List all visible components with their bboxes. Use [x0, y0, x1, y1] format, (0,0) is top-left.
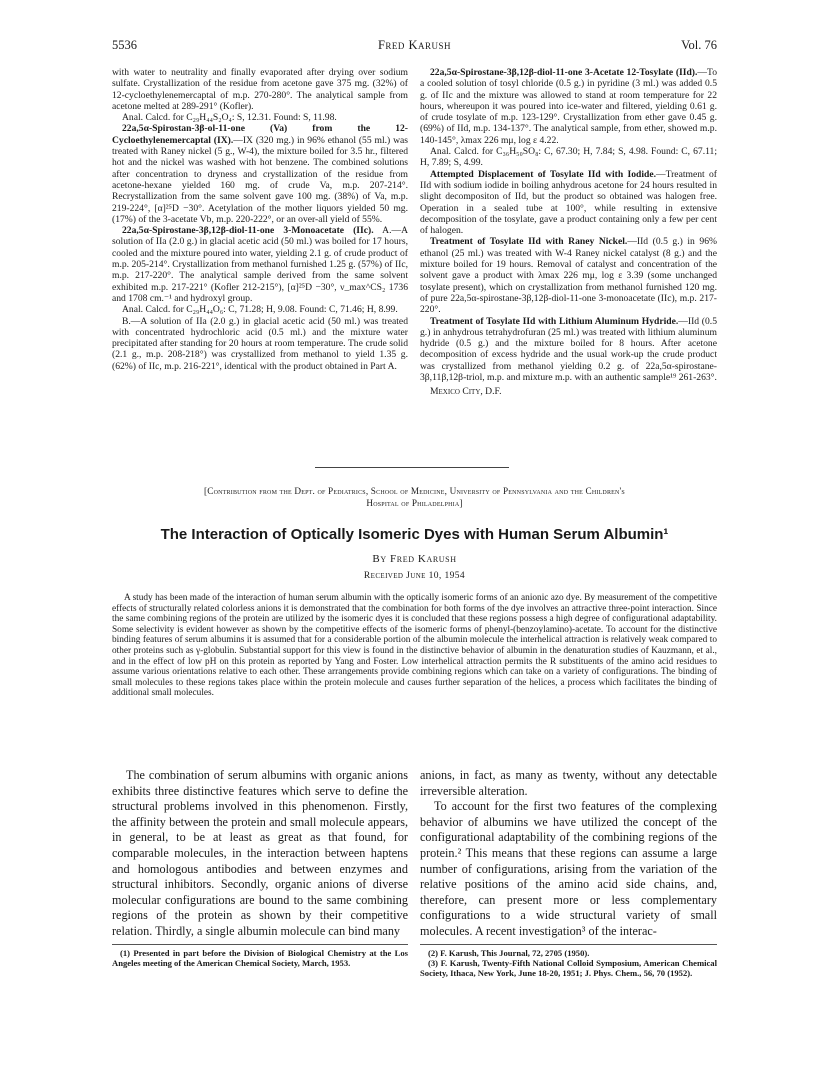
section-divider: [315, 467, 509, 468]
paragraph: B.—A solution of IIa (2.0 g.) in glacial acetic acid (50 ml.) was treated with concentrated hydrochloric acid (0.5 ml.) and the mixture water precipitated after standing for 20 hours at room temperature. The crude solid (2.1 g., m.p. 208-218°) was crystallized from methanol to yield 1.35 g. (62%) of IIc, m.p. 216-221°, identical with the product obtained in Part A.: [112, 315, 408, 372]
footnotes-left: [112, 948, 408, 969]
section-heading: 22a,5α-Spirostane-3β,12β-diol-11-one 3-Acetate 12-Tosylate (IId).: [430, 67, 698, 78]
contribution-line: [Contribution from the Dept. of Pediatrics, School of Medicine, University of Pennsylvania and the Children's Hospital of Philadelphia]: [204, 486, 625, 508]
paragraph: Anal. Calcd. for C₃₆H₅₀SO₈: C, 67.30; H, 7.84; S, 4.98. Found: C, 67.11; H, 7.89; S, 4.99.: [420, 146, 717, 169]
paragraph: 22a,5α-Spirostane-3β,12β-diol-11-one 3-Acetate 12-Tosylate (IId).—To a cooled solution of tosyl chloride (0.5 g.) in pyridine (3 ml.) was added 0.5 g. of IIc and the mixture was allowed to stand at room temperature for 22 hours, whereupon it was poured into ice-water and filtered, yielding 0.61 g. of crude tosylate of m.p. 123-129°. Crystallization from ether gave 0.45 g. (69%) of IId, m.p. 134-137°. The analytical sample, from ether, showed m.p. 140-145°, λmax 226 mμ, log ε 4.22.: [420, 67, 717, 146]
footnote-divider: [420, 944, 717, 945]
paragraph: Attempted Displacement of Tosylate IId with Iodide.—Treatment of IId with sodium iodide in boiling anhydrous acetone for 24 hours resulted in slight decompositon of IId, but the product so obtained was halogen free. Operation in a sealed tube at 100°, while resulting in extensive decomposition of the tosylate, gave a product containing only a few per cent of halogen.: [420, 168, 717, 237]
previous-article-column-left: [112, 67, 408, 372]
footnotes-right: [420, 948, 717, 979]
paragraph: anions, in fact, as many as twenty, without any detectable irreversible alteration.: [420, 768, 717, 798]
section-heading: 22a,5α-Spirostane-3β,12β-diol-11-one 3-Monoacetate (IIc).: [122, 225, 374, 237]
paragraph: The combination of serum albumins with organic anions exhibits three distinctive features which serve to define the structural problems involved in this phenomenon. Firstly, the affinity between the protein and small molecule appears, in general, to be at least as great as that found, for comparable molecules, in the interaction between haptens and homologous antibodies and between enzymes and structural inhibitors. Secondly, organic anions of diverse molecular configurations are bound to the same combining regions of the protein as shown by their competitive relation. Thirdly, a single albumin molecule can bind many: [112, 768, 408, 938]
paragraph: Anal. Calcd. for C₂₉H₄₄S₂O₄: S, 12.31. Found: S, 11.98.: [122, 112, 337, 124]
footnote: (2) F. Karush, This Journal, 72, 2705 (1950).: [428, 947, 590, 958]
article-title: The Interaction of Optically Isomeric Dyes with Human Serum Albumin¹: [160, 526, 669, 543]
previous-article-column-right: [420, 67, 717, 398]
footnote: (3) F. Karush, Twenty-Fifth National Colloid Symposium, American Chemical Society, Ithaca, New York, June 18-20, 1951; J. Phys. Chem., 56, 70 (1952).: [420, 957, 717, 979]
paragraph: Treatment of Tosylate IId with Lithium Aluminum Hydride.—IId (0.5 g.) in anhydrous tetrahydrofuran (25 ml.) was treated with lithium aluminum hydride (0.5 g.) and the mixture boiled for 8 hours. After acetone decomposition of excess hydride and the usual work-up the crude product was crystallized from methanol yielding 0.2 g. of 22a,5α-spirostane-3β,11β,12β-triol, m.p. and mixture m.p. with an authentic sample¹⁹ 261-263°.: [420, 315, 717, 384]
article-body-left: [112, 768, 408, 968]
volume-label: Vol. 76: [681, 38, 717, 52]
running-head: Fred Karush: [377, 38, 452, 52]
page-number: 5536: [112, 38, 137, 52]
article-body-right: [420, 768, 717, 978]
location-line: Mexico City, D.F.: [430, 386, 502, 398]
section-heading: Treatment of Tosylate IId with Raney Nickel.: [430, 236, 628, 248]
section-heading: 22a,5α-Spirostan-3β-ol-11-one (Va) from the 12-Cycloethylenemercaptal (IX).: [112, 123, 408, 146]
abstract: A study has been made of the interaction of human serum albumin with the optically isomeric forms of an anionic azo dye. By measurement of the competitive effects of structurally related colorless anions it is demonstrated that the combination for both forms of the dye involves an attractive three-point interaction. Since the same combining regions of the protein are utilized by the isomeric dyes it is concluded that these regions possess a high degree of configurational adaptability. Some selectivity is evident however as shown by the competitive effects of the isomeric forms of phenyl-(benzoylamino)-acetate. To account for the distinctive binding features of serum albumins it is assumed that for a considerable portion of the albumin molecule the interhelical attraction is relatively weak compared to other proteins such as γ-globulin. Substantial support for this view is found in the distinctive behavior of albumin in the denaturation studies of Kauzmann, et al., and in the effect of low pH on this protein as reported by Yang and Foster. Low interhelical attraction permits the R substituents of the amino acid residues to assume various orientations relative to each other. These arrangements provide combining regions which can take on a variety of configurations. The binding of small molecules to these regions takes place within the protein molecule and causes further separation of the helices, a process which facilitates the binding of additional small molecules.: [112, 593, 717, 699]
paragraph: 22a,5α-Spirostane-3β,12β-diol-11-one 3-Monoacetate (IIc). A.—A solution of IIa (2.0 g.) in glacial acetic acid (50 ml.) was boiled for 17 hours, cooled and the mixture poured into water, yielding 2.1 g. of crude product of m.p. 205-214°. Crystallization from methanol furnished 1.25 g. (57%) of IIc, m.p. 217-220°. The analytical sample derived from the same solvent exhibited m.p. 217-221° (Kofler 212-215°), [α]²⁵D −30°, ν_max^CS₂ 1736 and 1708 cm.⁻¹ and hydroxyl group.: [112, 225, 408, 304]
paragraph: 22a,5α-Spirostan-3β-ol-11-one (Va) from the 12-Cycloethylenemercaptal (IX).—IX (320 mg.) in 96% ethanol (55 ml.) was treated with Raney nickel (5 g., W-4), the mixture boiled for 3.5 hr., filtered hot and the nickel was washed with hot benzene. The combined solutions after concentration to dryness and crystallization of the residue from acetone-hexane yielded 160 mg. of crude Va, m.p. 207-214°. Recrystallization from the same solvent gave 100 mg. (38%) of Va, m.p. 219-224°, [α]²⁵D −30°. Acetylation of the mother liquors yielded 50 mg. (17%) of the 3-acetate Vb, m.p. 220-222°, or an over-all yield of 55%.: [112, 123, 409, 225]
author-byline: By Fred Karush: [372, 553, 457, 565]
section-heading: Treatment of Tosylate IId with Lithium Aluminum Hydride.: [430, 315, 679, 327]
page-header: [112, 38, 717, 56]
paragraph: To account for the first two features of the complexing behavior of albumins we have utilized the concept of the configurational adaptability of the combining regions of the protein.² This means that these regions can assume a large number of configurations, arising from the variation of the relative positions of the amino acid side chains, and, therefore, can present more or less complementary configurations to a wide structural variety of small molecules. A recent investigation³ of the interac-: [420, 799, 717, 938]
paragraph: Anal. Calcd. for C₂₉H₄₄O₆: C, 71.28; H, 9.08. Found: C, 71.46; H, 8.99.: [122, 304, 398, 316]
received-date: Received June 10, 1954: [363, 571, 466, 581]
footnote: (1) Presented in part before the Division of Biological Chemistry at the Los Angeles meeting of the American Chemical Society, March, 1953.: [112, 947, 408, 968]
footnote-divider: [112, 944, 408, 945]
paragraph: with water to neutrality and finally evaporated after drying over sodium sulfate. Crystallization of the residue from acetone gave 375 mg. (32%) of 12-cycloethylenemercaptal of m.p. 270-280°. The analytical sample from acetone melted at 289-291° (Kofler).: [112, 67, 408, 112]
paragraph: Treatment of Tosylate IId with Raney Nickel.—IId (0.5 g.) in 96% ethanol (25 ml.) was treated with W-4 Raney nickel catalyst (8 g.) and the mixture boiled for 19 hours. Removal of catalyst and concentration of the solvent gave a product with λmax 226 mμ, log ε 3.39 (some unchanged tosylate present), which on crystallization from methanol furnished 120 mg. of pure 22a,5α-spirostane-3β,12β-diol-11-one 3-monoacetate (IIc), m.p. 217-220°.: [420, 236, 717, 316]
section-heading: Attempted Displacement of Tosylate IId with Iodide.: [430, 168, 656, 180]
